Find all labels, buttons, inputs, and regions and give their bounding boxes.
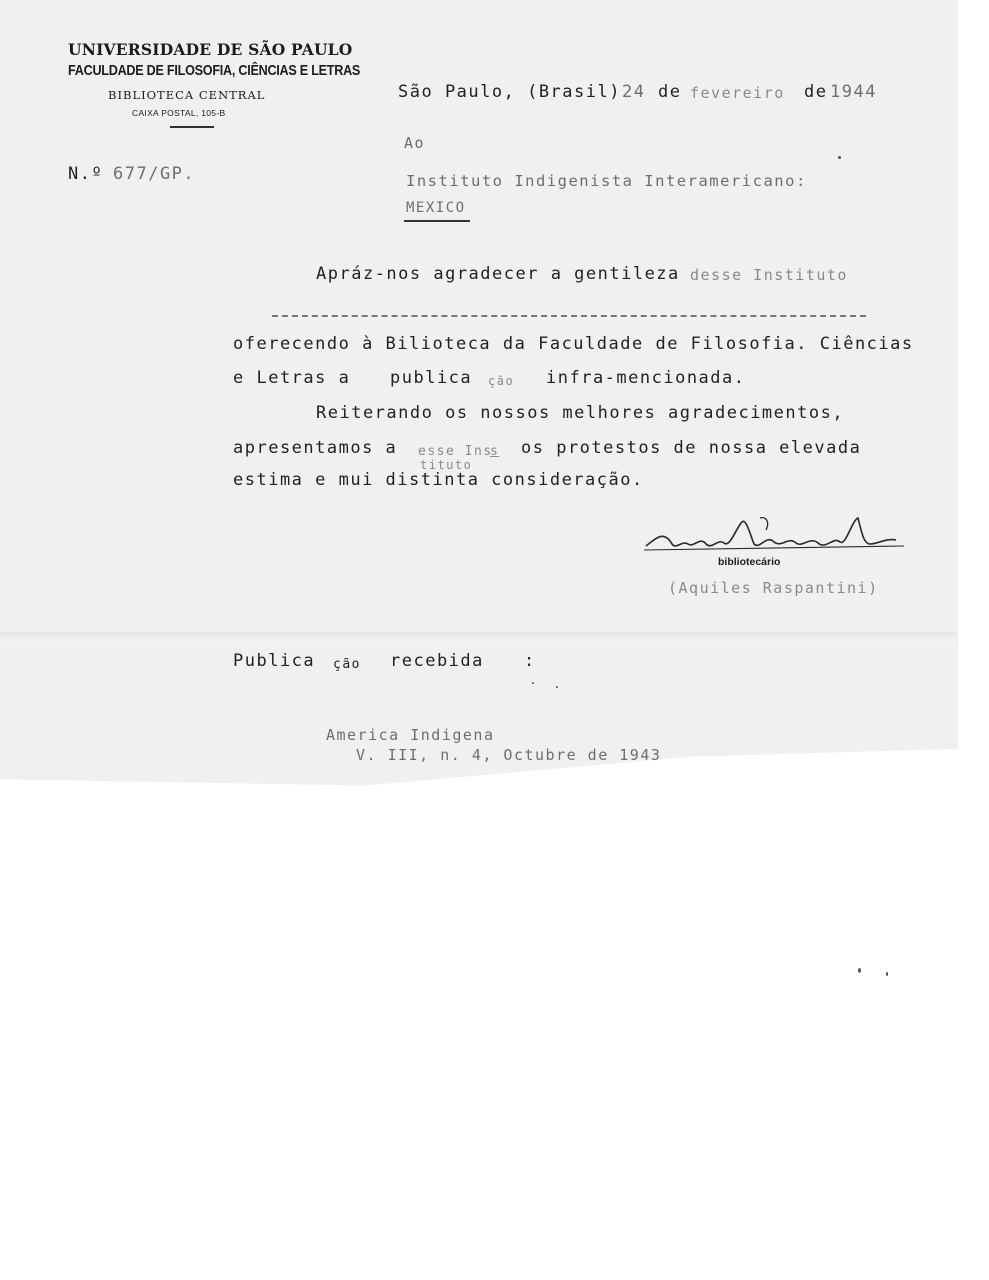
- received-label: Publica: [233, 651, 316, 671]
- letterhead-library: BIBLIOTECA CENTRAL: [108, 88, 266, 102]
- body-line: infra-mencionada.: [546, 368, 746, 388]
- publication-volume: V. III, n. 4, Octubre de 1943: [356, 746, 662, 764]
- date-city: São Paulo, (Brasil): [398, 82, 621, 102]
- date-preposition: de: [804, 82, 828, 102]
- recipient-salutation: Ao: [404, 134, 426, 152]
- date-day: 24: [622, 82, 646, 102]
- body-fill-in: s: [490, 444, 500, 459]
- body-line: os protestos de nossa elevada: [521, 438, 862, 458]
- signatory-name: (Aquiles Raspantini): [668, 579, 879, 597]
- body-line: publica: [390, 368, 473, 388]
- date-year: 1944: [830, 82, 877, 102]
- signature-role: bibliotecário: [718, 556, 781, 568]
- paper-speck: [886, 972, 888, 976]
- letterhead-faculty: FACULDADE DE FILOSOFIA, CIÊNCIAS E LETRAS: [68, 62, 361, 79]
- paper-fold: [0, 632, 958, 642]
- body-fill-in: esse Ins: [418, 444, 493, 459]
- reference-label: N.º: [68, 164, 104, 184]
- body-line: estima e mui distinta consideração.: [233, 470, 644, 490]
- received-label: recebida: [390, 651, 484, 671]
- body-fill-in: tituto: [420, 458, 473, 472]
- body-line: e Letras a: [233, 368, 351, 388]
- paper-speck: [858, 968, 861, 973]
- body-line: apresentamos a: [233, 438, 398, 458]
- country-underline: [404, 220, 470, 222]
- body-fill-in: desse Instituto: [690, 266, 848, 284]
- body-paragraph-2: Reiterando os nossos melhores agradecimentos,: [316, 403, 845, 423]
- body-line: oferecendo à Bilioteca da Faculdade de Filosofia. Ciências: [233, 334, 914, 354]
- letterhead-university: UNIVERSIDADE DE SÃO PAULO: [68, 40, 353, 59]
- received-label: ção: [333, 657, 361, 672]
- dashed-rule: [272, 315, 866, 317]
- recipient-country: MEXICO: [406, 200, 466, 216]
- body-paragraph-1: Apráz-nos agradecer a gentileza: [316, 264, 680, 284]
- paper-speck: [532, 682, 534, 684]
- handwritten-signature: [642, 510, 912, 560]
- date-month: fevereiro: [690, 84, 785, 102]
- letterhead-rule: [170, 126, 214, 128]
- letterhead-po-box: CAIXA POSTAL, 105-B: [132, 108, 226, 118]
- publication-title: America Indigena: [326, 726, 495, 744]
- date-preposition: de: [658, 82, 682, 102]
- reference-number: 677/GP.: [113, 164, 196, 184]
- received-colon: :: [524, 651, 536, 671]
- recipient-name: Instituto Indigenista Interamericano:: [406, 172, 807, 190]
- paper-speck: [556, 686, 558, 688]
- body-fill-in: ção: [488, 374, 515, 388]
- paper-speck: [838, 156, 841, 159]
